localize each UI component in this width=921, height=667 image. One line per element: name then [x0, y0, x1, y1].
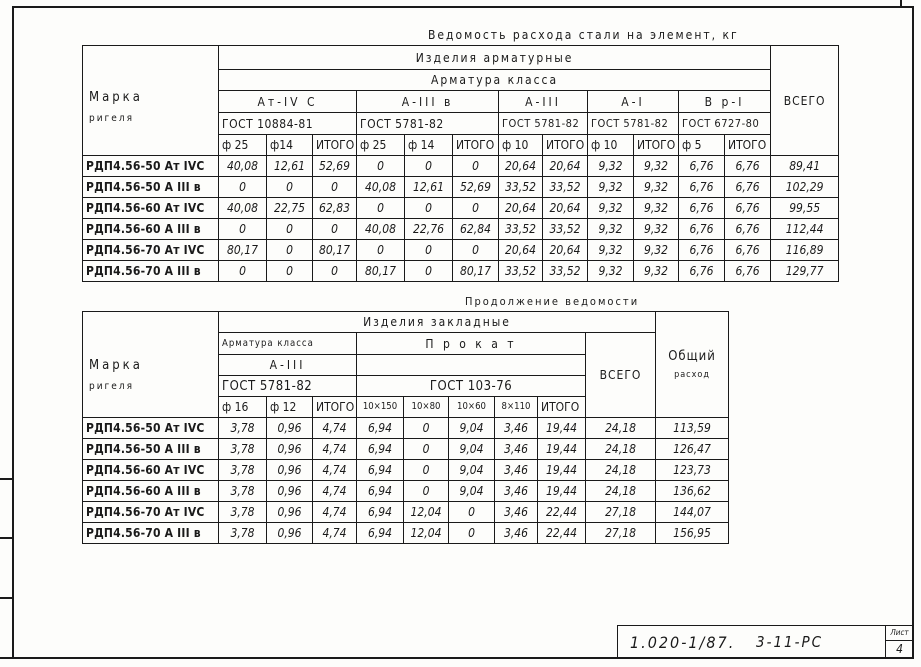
table-row [83, 418, 729, 439]
value-cell: 20,64 [499, 156, 543, 177]
group-header: Изделия закладные [219, 312, 656, 333]
sub-header: ИТОГО [634, 135, 679, 156]
row-mark: РДП4.56-70 А III в [83, 523, 219, 544]
row-mark: РДП4.56-60 Ат IVС [83, 460, 219, 481]
value-cell: 6,76 [725, 219, 771, 240]
value-cell: 9,32 [588, 219, 634, 240]
table-row [83, 156, 839, 177]
total-header: ВСЕГО [586, 333, 656, 418]
value-cell: 4,74 [313, 418, 357, 439]
value-cell: 0 [267, 261, 313, 282]
frame-top-border [12, 6, 914, 8]
value-cell: 80,17 [357, 261, 405, 282]
value-cell: 3,78 [219, 481, 267, 502]
row-mark: РДП4.56-50 Ат IVС [83, 418, 219, 439]
value-cell: 3,78 [219, 460, 267, 481]
sheet-label: Лист [886, 626, 913, 641]
table-row [83, 177, 839, 198]
group-header: Изделия арматурные [219, 46, 771, 70]
value-cell: 80,17 [219, 240, 267, 261]
row-mark: РДП4.56-70 Ат IVС [83, 240, 219, 261]
title-block [617, 625, 914, 658]
value-cell: 62,83 [313, 198, 357, 219]
value-cell: 19,44 [538, 460, 586, 481]
value-cell: 0 [357, 240, 405, 261]
margin-box-line [0, 597, 13, 599]
row-mark: РДП4.56-50 Ат IVС [83, 156, 219, 177]
value-cell: 6,94 [357, 481, 404, 502]
sub-header: 10×80 [404, 397, 449, 418]
row-mark: РДП4.56-60 Ат IVС [83, 198, 219, 219]
class-header: Арматура класса [219, 70, 771, 91]
rebar-header: Арматура класса [219, 333, 357, 355]
value-cell: 0 [404, 481, 449, 502]
sheet-number-box [885, 626, 913, 658]
value-cell: 6,76 [725, 261, 771, 282]
value-cell: 33,52 [499, 177, 543, 198]
value-cell: 40,08 [219, 198, 267, 219]
value-cell: 9,32 [634, 240, 679, 261]
frame-left-border [12, 6, 14, 658]
value-cell: 3,78 [219, 502, 267, 523]
value-cell: 9,32 [588, 240, 634, 261]
value-cell: 6,94 [357, 418, 404, 439]
value-cell: 6,94 [357, 460, 404, 481]
total-cell: 24,18 [586, 460, 656, 481]
value-cell: 3,46 [495, 502, 538, 523]
sheet-title: Ведомость расхода стали на элемент, кг [428, 28, 739, 42]
value-cell: 9,32 [588, 198, 634, 219]
value-cell: 0 [453, 240, 499, 261]
value-cell: 40,08 [219, 156, 267, 177]
mark-header-line2: ригеля [89, 381, 134, 392]
table-row [83, 240, 839, 261]
value-cell: 3,46 [495, 481, 538, 502]
value-cell: 0 [313, 219, 357, 240]
value-cell: 9,04 [449, 418, 495, 439]
value-cell: 0 [267, 177, 313, 198]
value-cell: 0 [453, 156, 499, 177]
value-cell: 0 [267, 219, 313, 240]
mark-header-line1: Марка [89, 90, 143, 105]
value-cell: 52,69 [453, 177, 499, 198]
value-cell: 0,96 [267, 523, 313, 544]
value-cell: 4,74 [313, 502, 357, 523]
row-mark: РДП4.56-50 А III в [83, 177, 219, 198]
sub-header: ИТОГО [313, 135, 357, 156]
table-row [83, 523, 729, 544]
sub-header: ИТОГО [725, 135, 771, 156]
total-cell: 129,77 [771, 261, 839, 282]
value-cell: 3,46 [495, 418, 538, 439]
value-cell: 33,52 [543, 219, 588, 240]
value-cell: 9,04 [449, 460, 495, 481]
value-cell: 4,74 [313, 523, 357, 544]
sheet-number: 4 [896, 642, 903, 656]
value-cell: 0 [404, 439, 449, 460]
series-code: 3-11-РС [756, 633, 824, 651]
value-cell: 9,04 [449, 439, 495, 460]
sub-header: ф 25 [219, 135, 267, 156]
value-cell: 0 [313, 177, 357, 198]
value-cell: 0 [449, 502, 495, 523]
sub-header: 10×60 [449, 397, 495, 418]
value-cell: 9,32 [634, 198, 679, 219]
value-cell: 3,46 [495, 439, 538, 460]
total-cell: 27,18 [586, 523, 656, 544]
value-cell: 33,52 [499, 261, 543, 282]
sub-header: 10×150 [357, 397, 404, 418]
table-row [83, 502, 729, 523]
value-cell: 0 [405, 240, 453, 261]
class-gost: ГОСТ 10884-81 [219, 113, 357, 135]
document-code: 1.020-1/87. [630, 633, 736, 652]
value-cell: 6,76 [679, 156, 725, 177]
value-cell: 0 [404, 418, 449, 439]
class-name: А-I [588, 91, 679, 113]
value-cell: 12,04 [404, 523, 449, 544]
value-cell: 9,04 [449, 481, 495, 502]
total-cell: 116,89 [771, 240, 839, 261]
value-cell: 6,76 [725, 177, 771, 198]
total-cell: 99,55 [771, 198, 839, 219]
sub-header: 8×110 [495, 397, 538, 418]
value-cell: 19,44 [538, 418, 586, 439]
row-mark: РДП4.56-70 Ат IVС [83, 502, 219, 523]
value-cell: 0,96 [267, 439, 313, 460]
total-cell: 24,18 [586, 481, 656, 502]
class-gost: ГОСТ 5781-82 [357, 113, 499, 135]
value-cell: 33,52 [499, 219, 543, 240]
value-cell: 6,76 [679, 198, 725, 219]
value-cell: 0,96 [267, 460, 313, 481]
value-cell: 19,44 [538, 481, 586, 502]
sub-header: ИТОГО [538, 397, 586, 418]
sub-header: ИТОГО [453, 135, 499, 156]
embedded-parts-steel-table [82, 311, 729, 544]
table-row [83, 261, 839, 282]
value-cell: 6,94 [357, 523, 404, 544]
value-cell: 9,32 [634, 219, 679, 240]
value-cell: 3,46 [495, 460, 538, 481]
table-row [83, 198, 839, 219]
rebar-gost: ГОСТ 5781-82 [219, 376, 357, 397]
value-cell: 20,64 [543, 240, 588, 261]
value-cell: 6,76 [679, 219, 725, 240]
sub-header: ф 25 [357, 135, 405, 156]
value-cell: 9,32 [588, 261, 634, 282]
value-cell: 0 [357, 198, 405, 219]
value-cell: 0 [219, 261, 267, 282]
value-cell: 0,96 [267, 502, 313, 523]
class-gost: ГОСТ 6727-80 [679, 113, 771, 135]
total-cell: 102,29 [771, 177, 839, 198]
value-cell: 22,75 [267, 198, 313, 219]
value-cell: 9,32 [588, 177, 634, 198]
value-cell: 19,44 [538, 439, 586, 460]
value-cell: 9,32 [634, 177, 679, 198]
value-cell: 0 [404, 460, 449, 481]
sub-header: ф 14 [405, 135, 453, 156]
rolled-gost: ГОСТ 103-76 [357, 376, 586, 397]
value-cell: 0,96 [267, 418, 313, 439]
value-cell: 33,52 [543, 177, 588, 198]
class-name: В р-I [679, 91, 771, 113]
value-cell: 0 [405, 261, 453, 282]
value-cell: 52,69 [313, 156, 357, 177]
value-cell: 20,64 [543, 198, 588, 219]
rebar-class: А-III [219, 355, 357, 376]
value-cell: 20,64 [499, 198, 543, 219]
value-cell: 0 [405, 198, 453, 219]
value-cell: 6,76 [679, 240, 725, 261]
value-cell: 4,74 [313, 481, 357, 502]
value-cell: 0 [267, 240, 313, 261]
continuation-title: Продолжение ведомости [465, 295, 640, 308]
grand-total-header [656, 312, 729, 418]
grand-cell: 126,47 [656, 439, 729, 460]
value-cell: 22,76 [405, 219, 453, 240]
grand-cell: 144,07 [656, 502, 729, 523]
grand-header-line1: Общий [668, 348, 716, 364]
mark-header-line2: ригеля [89, 113, 134, 124]
value-cell: 12,04 [404, 502, 449, 523]
value-cell: 40,08 [357, 177, 405, 198]
value-cell: 3,46 [495, 523, 538, 544]
value-cell: 12,61 [267, 156, 313, 177]
table-row [83, 439, 729, 460]
value-cell: 6,76 [679, 177, 725, 198]
value-cell: 80,17 [313, 240, 357, 261]
value-cell: 9,32 [634, 156, 679, 177]
frame-corner-tick [900, 0, 902, 8]
table-row [83, 219, 839, 240]
value-cell: 80,17 [453, 261, 499, 282]
value-cell: 0 [357, 156, 405, 177]
value-cell: 22,44 [538, 523, 586, 544]
class-gost: ГОСТ 5781-82 [588, 113, 679, 135]
grand-header-line2: расход [674, 369, 710, 380]
value-cell: 0 [313, 261, 357, 282]
rebar-steel-table [82, 45, 839, 282]
total-header: ВСЕГО [771, 46, 839, 156]
value-cell: 4,74 [313, 439, 357, 460]
sub-header: ф 12 [267, 397, 313, 418]
value-cell: 6,94 [357, 502, 404, 523]
total-cell: 112,44 [771, 219, 839, 240]
grand-cell: 123,73 [656, 460, 729, 481]
total-cell: 24,18 [586, 418, 656, 439]
margin-box-line [0, 478, 13, 480]
mark-header [83, 46, 219, 156]
sub-header: ф14 [267, 135, 313, 156]
value-cell: 3,78 [219, 418, 267, 439]
value-cell: 0 [453, 198, 499, 219]
sub-header: ф 16 [219, 397, 267, 418]
rolled-header: П р о к а т [357, 333, 586, 355]
row-mark: РДП4.56-60 А III в [83, 481, 219, 502]
value-cell: 20,64 [543, 156, 588, 177]
value-cell: 4,74 [313, 460, 357, 481]
sub-header: ф 10 [588, 135, 634, 156]
value-cell: 6,76 [725, 156, 771, 177]
value-cell: 0 [219, 177, 267, 198]
sub-header: ИТОГО [543, 135, 588, 156]
value-cell: 62,84 [453, 219, 499, 240]
margin-box-line [0, 537, 13, 539]
class-name: А-III [499, 91, 588, 113]
rolled-empty-cell [357, 355, 586, 376]
value-cell: 9,32 [588, 156, 634, 177]
value-cell: 0,96 [267, 481, 313, 502]
value-cell: 12,61 [405, 177, 453, 198]
value-cell: 9,32 [634, 261, 679, 282]
sub-header: ф 10 [499, 135, 543, 156]
class-name: Ат-IV С [219, 91, 357, 113]
value-cell: 6,76 [679, 261, 725, 282]
value-cell: 33,52 [543, 261, 588, 282]
value-cell: 3,78 [219, 439, 267, 460]
value-cell: 0 [219, 219, 267, 240]
total-cell: 27,18 [586, 502, 656, 523]
value-cell: 0 [405, 156, 453, 177]
grand-cell: 113,59 [656, 418, 729, 439]
grand-cell: 136,62 [656, 481, 729, 502]
total-cell: 24,18 [586, 439, 656, 460]
grand-cell: 156,95 [656, 523, 729, 544]
value-cell: 22,44 [538, 502, 586, 523]
value-cell: 20,64 [499, 240, 543, 261]
table-row [83, 460, 729, 481]
table-row [83, 481, 729, 502]
sub-header: ф 5 [679, 135, 725, 156]
class-name: А-III в [357, 91, 499, 113]
row-mark: РДП4.56-50 А III в [83, 439, 219, 460]
row-mark: РДП4.56-70 А III в [83, 261, 219, 282]
sub-header: ИТОГО [313, 397, 357, 418]
value-cell: 3,78 [219, 523, 267, 544]
total-cell: 89,41 [771, 156, 839, 177]
row-mark: РДП4.56-60 А III в [83, 219, 219, 240]
frame-right-border [912, 6, 914, 658]
value-cell: 6,94 [357, 439, 404, 460]
value-cell: 40,08 [357, 219, 405, 240]
value-cell: 6,76 [725, 240, 771, 261]
value-cell: 0 [449, 523, 495, 544]
class-gost: ГОСТ 5781-82 [499, 113, 588, 135]
value-cell: 6,76 [725, 198, 771, 219]
mark-header-line1: Марка [89, 358, 143, 373]
mark-header [83, 312, 219, 418]
